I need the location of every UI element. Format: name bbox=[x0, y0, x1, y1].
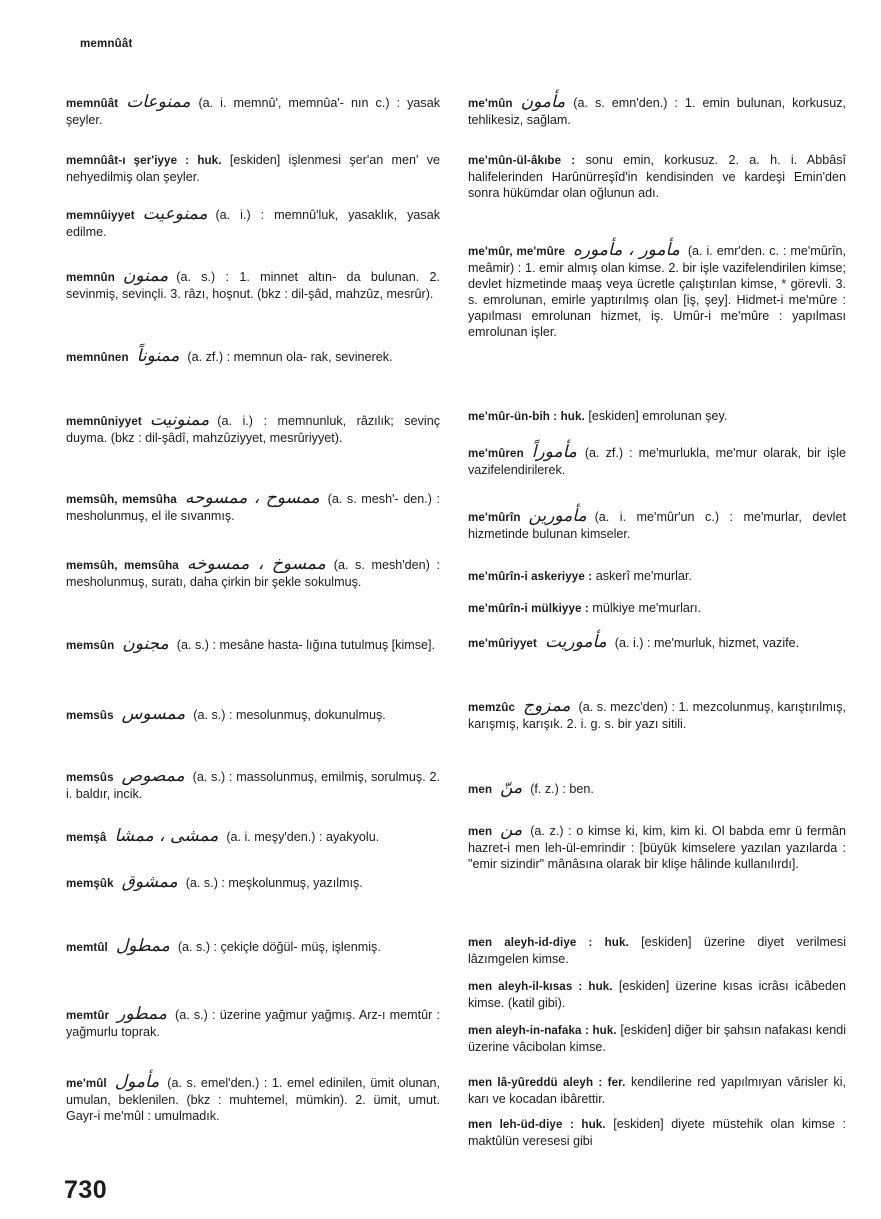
entry-headword: memnûât bbox=[66, 97, 119, 110]
dictionary-entry bbox=[66, 938, 440, 956]
entry-arabic-script: ممنوعيت bbox=[142, 204, 208, 224]
entry-headword: me'mûriyyet bbox=[468, 637, 537, 650]
entry-definition: [eskiden] işlenmesi şer'an men' ve nehyedilmiş olan şeyler. bbox=[66, 153, 440, 184]
entry-arabic-script: منّ bbox=[500, 778, 523, 798]
dictionary-entry bbox=[66, 152, 440, 185]
entry-definition: (a. i. emr'den. c. : me'mûrîn, meâmir) : 1. emir almış olan kimse. 2. bir işle vazifelendirilen kimse; devlet hizmetinde maaş veya ücretle çalıştırılan kimse, * görevli. 3. s. emrolunan, emirle yaptırılmış olan [iş, şey]. Hidmet-i me'mûre : yapılması emrolunan hizmet, iş. Umûr-i me'mûre : yapılması emrolunan işler. bbox=[468, 244, 846, 339]
entry-headword: memsûs bbox=[66, 771, 114, 784]
entry-definition: sonu emin, korkusuz. 2. a. h. i. Abbâsî halifelerinden Harûnürreşîd'in kendisinden ve kardeşi Emin'den sonra hükümdar olan oğlunun adı. bbox=[468, 153, 846, 200]
dictionary-entry bbox=[66, 94, 440, 128]
entry-definition: (a. s.) : mesolunmuş, dokunulmuş. bbox=[193, 708, 386, 722]
entry-headword: men bbox=[468, 825, 493, 838]
entry-headword: memtûr bbox=[66, 1009, 110, 1022]
entry-headword: me'mûr-ün-bih : huk. bbox=[468, 410, 585, 423]
entry-headword: memsûh, memsûha bbox=[66, 493, 177, 506]
entry-headword: me'mûrîn-i askeriyye : bbox=[468, 570, 593, 583]
dictionary-entry bbox=[468, 1116, 846, 1149]
entry-arabic-script: ممنوعات bbox=[126, 92, 191, 112]
entry-headword: me'mûn-ül-âkıbe : bbox=[468, 154, 576, 167]
entry-headword: memzûc bbox=[468, 701, 515, 714]
entry-headword: men aleyh-in-nafaka : huk. bbox=[468, 1024, 617, 1037]
entry-headword: memtûl bbox=[66, 941, 108, 954]
dictionary-entry bbox=[468, 934, 846, 967]
dictionary-entry bbox=[468, 978, 846, 1011]
dictionary-entry bbox=[66, 412, 440, 446]
entry-arabic-script: ممسوخ ، ممسوخه bbox=[186, 554, 326, 574]
entry-definition: (f. z.) : ben. bbox=[530, 782, 594, 796]
dictionary-entry bbox=[468, 1074, 846, 1107]
dictionary-entry bbox=[468, 634, 846, 652]
entry-arabic-script: مأمول bbox=[114, 1072, 160, 1092]
entry-definition: (a. i. meşy'den.) : ayakyolu. bbox=[226, 830, 380, 844]
entry-headword: me'mûrîn-i mülkiyye : bbox=[468, 602, 589, 615]
entry-headword: memnûn bbox=[66, 271, 115, 284]
dictionary-entry bbox=[66, 348, 440, 366]
dictionary-entry bbox=[468, 408, 846, 425]
entry-definition: (a. s. mesh'den) : mesholunmuş, suratı, daha çirkin bir şekle sokulmuş. bbox=[66, 558, 440, 589]
entry-arabic-script: مجنون bbox=[122, 634, 169, 654]
entry-headword: men leh-üd-diye : huk. bbox=[468, 1118, 606, 1131]
entry-headword: men bbox=[468, 783, 493, 796]
dictionary-entry bbox=[66, 636, 440, 654]
entry-arabic-script: مأمور ، مأموره bbox=[573, 240, 680, 260]
entry-headword: memşûk bbox=[66, 877, 114, 890]
entry-arabic-script: مأمون bbox=[520, 92, 566, 112]
entry-arabic-script: مأمورين bbox=[528, 506, 587, 526]
entry-arabic-script: ممصوص bbox=[121, 766, 185, 786]
entry-headword: memnûât-ı şer'iyye : huk. bbox=[66, 154, 222, 167]
dictionary-entry bbox=[66, 874, 440, 892]
entry-headword: memnûnen bbox=[66, 351, 129, 364]
entry-definition: [eskiden] emrolunan şey. bbox=[588, 409, 728, 423]
entry-arabic-script: من bbox=[500, 820, 523, 840]
entry-definition: (a. i. memnû', memnûa'- nın c.) : yasak şeyler. bbox=[66, 96, 440, 127]
dictionary-entry bbox=[468, 152, 846, 201]
entry-definition: (a. s. mesh'- den.) : mesholunmuş, el ile sıvanmış. bbox=[66, 492, 441, 523]
entry-definition: (a. s.) : mesâne hasta- lığına tutulmuş [kimse]. bbox=[176, 638, 436, 652]
entry-arabic-script: ممطور bbox=[117, 1004, 167, 1024]
entry-definition: [eskiden] üzerine diyet verilmesi lâzımgelen kimse. bbox=[468, 935, 847, 966]
dictionary-entry bbox=[66, 206, 440, 240]
entry-definition: (a. s.) : üzerine yağmur yağmış. Arz-ı memtûr : yağmurlu toprak. bbox=[66, 1008, 440, 1039]
entry-headword: men aleyh-il-kısas : huk. bbox=[468, 980, 613, 993]
entry-definition: [eskiden] diğer bir şahsın nafakası kendi üzerine vâcibolan kimse. bbox=[468, 1023, 847, 1054]
entry-definition: (a. i.) : me'murluk, hizmet, vazife. bbox=[614, 636, 800, 650]
entry-definition: (a. s. mezc'den) : 1. mezcolunmuş, karıştırılmış, karışmış, karışık. 2. i. g. s. bir yazı sitili. bbox=[468, 700, 846, 731]
entry-arabic-script: ممنون bbox=[122, 266, 169, 286]
dictionary-entry bbox=[468, 444, 846, 478]
entry-arabic-script: ممسوح ، ممسوحه bbox=[184, 488, 320, 508]
entry-definition: (a. z.) : o kimse ki, kim, kim ki. Ol babda emr ü fermân hazret-i men leh-ül-emrindir : [büyük kimselere yazılan yazılarda : "emir sizindir" mânâsına olarak bir klişe hâlinde kullanılırdı]. bbox=[468, 824, 846, 871]
entry-definition: mülkiye me'murları. bbox=[592, 601, 702, 615]
dictionary-entry bbox=[468, 822, 846, 872]
entry-headword: me'mûl bbox=[66, 1077, 107, 1090]
entry-definition: [eskiden] üzerine kısas icrâsı icâbeden kimse. (katil gibi). bbox=[468, 979, 846, 1010]
entry-headword: men lâ-yûreddü aleyh : fer. bbox=[468, 1076, 626, 1089]
entry-headword: memşâ bbox=[66, 831, 107, 844]
dictionary-entry bbox=[468, 600, 846, 617]
entry-definition: (a. i.) : memnunluk, râzılık; sevinç duyma. (bkz : dil-şâdî, mahzûziyyet, mesrûriyyet). bbox=[66, 414, 440, 445]
entry-definition: (a. s.) : çekiçle döğül- müş, işlenmiş. bbox=[177, 940, 381, 954]
dictionary-entry bbox=[468, 1022, 846, 1055]
entry-definition: (a. s.) : meşkolunmuş, yazılmış. bbox=[185, 876, 363, 890]
dictionary-entry bbox=[468, 698, 846, 732]
entry-headword: me'mûrîn bbox=[468, 511, 521, 524]
entry-arabic-script: ممشى ، ممشا bbox=[114, 826, 219, 846]
page-number: 730 bbox=[64, 1176, 108, 1204]
entry-definition: kendilerine red yapılmıyan vârisler ki, karı ve kocadan ibârettir. bbox=[468, 1075, 846, 1106]
entry-headword: memsûs bbox=[66, 709, 114, 722]
entry-definition: (a. s.) : 1. minnet altın- da bulunan. 2. sevinmiş, sevinçli. 3. râzı, hoşnut. (bkz : dil-şâd, mahzûz, mesrûr). bbox=[66, 270, 440, 301]
entry-definition: (a. zf.) : memnun ola- rak, sevinerek. bbox=[187, 350, 393, 364]
entry-definition: (a. zf.) : me'murlukla, me'mur olarak, bir işle vazifelendirilerek. bbox=[468, 446, 846, 477]
entry-definition: [eskiden] diyete müstehik olan kimse : maktûlün veresesi gibi bbox=[468, 1117, 847, 1148]
entry-definition: (a. s. emel'den.) : 1. emel edinilen, ümit olunan, umulan, beklenilen. (bkz : muhtemel, mümkin). 2. ümit, umut. Gayr-i me'mûl : umulmadık. bbox=[66, 1076, 440, 1123]
entry-arabic-script: ممنونيت bbox=[149, 410, 210, 430]
entry-arabic-script: ممشوق bbox=[121, 872, 178, 892]
dictionary-entry bbox=[468, 94, 846, 128]
entry-headword: men aleyh-id-diye : huk. bbox=[468, 936, 629, 949]
entry-arabic-script: مأموريت bbox=[544, 632, 607, 652]
entry-headword: me'mûren bbox=[468, 447, 524, 460]
dictionary-entry bbox=[468, 780, 846, 798]
dictionary-entry bbox=[66, 556, 440, 590]
entry-arabic-script: ممنوناً bbox=[136, 346, 180, 366]
dictionary-entry bbox=[66, 1074, 440, 1124]
entry-headword: memnûiyyet bbox=[66, 209, 135, 222]
dictionary-entry bbox=[66, 268, 440, 302]
dictionary-entry bbox=[66, 768, 440, 802]
entry-definition: (a. s.) : massolunmuş, emilmiş, sorulmuş. 2. i. baldır, incik. bbox=[66, 770, 440, 801]
dictionary-entry bbox=[468, 508, 846, 542]
entry-headword: me'mûr, me'mûre bbox=[468, 245, 566, 258]
entry-headword: memsûh, memsûha bbox=[66, 559, 179, 572]
entry-definition: (a. i.) : memnû'luk, yasaklık, yasak edilme. bbox=[66, 208, 440, 239]
entry-headword: memnûniyyet bbox=[66, 415, 142, 428]
dictionary-entry bbox=[66, 828, 440, 846]
dictionary-entry bbox=[66, 490, 440, 524]
entry-definition: (a. i. me'mûr'un c.) : me'murlar, devlet hizmetinde bulunan kimseler. bbox=[468, 510, 846, 541]
entry-arabic-script: ممسوس bbox=[121, 704, 186, 724]
dictionary-entry bbox=[66, 1006, 440, 1040]
dictionary-entry bbox=[66, 706, 440, 724]
entry-definition: (a. s. emn'den.) : 1. emin bulunan, korkusuz, tehlikesiz, sağlam. bbox=[468, 96, 846, 127]
running-header: memnûât bbox=[80, 38, 133, 50]
dictionary-entry bbox=[468, 568, 846, 585]
entry-headword: me'mûn bbox=[468, 97, 513, 110]
entry-arabic-script: ممطول bbox=[115, 936, 170, 956]
dictionary-entry bbox=[468, 242, 846, 340]
entry-arabic-script: مأموراً bbox=[531, 442, 577, 462]
entry-headword: memsûn bbox=[66, 639, 115, 652]
entry-definition: askerî me'murlar. bbox=[595, 569, 692, 583]
entry-arabic-script: ممزوج bbox=[523, 696, 571, 716]
